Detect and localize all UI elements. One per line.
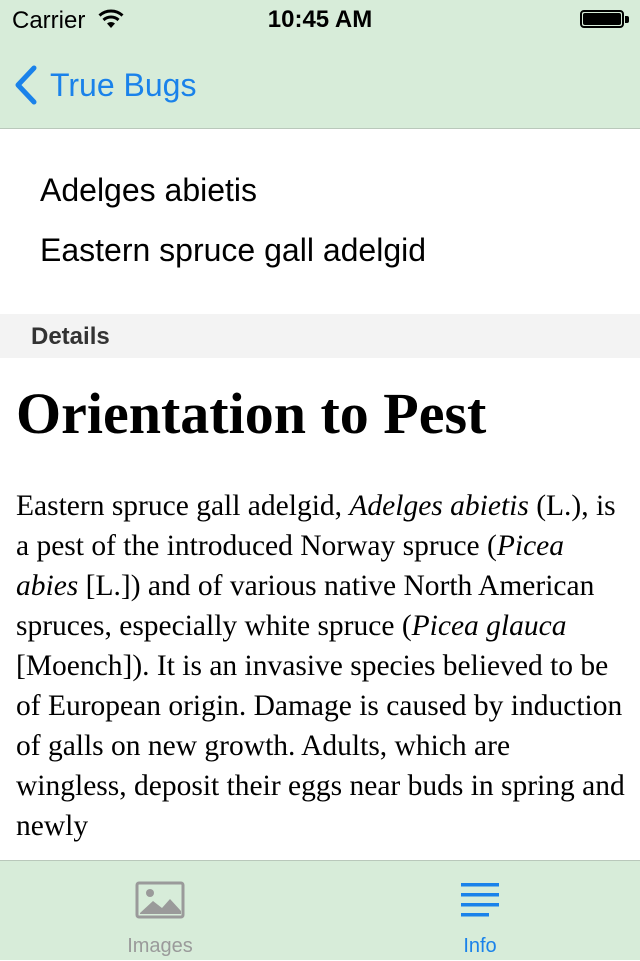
back-button[interactable] <box>14 60 196 110</box>
clock: 10:45 AM <box>267 6 373 33</box>
battery-icon <box>580 10 630 28</box>
article-text: (L.), is a pest of the introduced Norway spruce ( <box>16 490 616 562</box>
article-text: Eastern spruce gall adelgid, <box>16 490 350 522</box>
list-icon <box>461 881 499 919</box>
article-paragraph <box>16 486 626 846</box>
article-italic: Adelges abietis <box>349 490 529 522</box>
tab-info-label: Info <box>463 935 497 957</box>
species-header <box>0 129 640 314</box>
article-heading: Orientation to Pest <box>16 381 487 446</box>
article-italic: Picea glauca <box>411 610 567 642</box>
status-bar <box>0 0 640 40</box>
section-header-label: Details <box>31 323 110 350</box>
article-italic: Picea abies <box>16 530 565 602</box>
tab-images[interactable] <box>0 861 320 961</box>
chevron-left-icon <box>14 65 38 105</box>
article-text: [Moench]). It is an invasive species believed to be of European origin. Damage is caused by induction of galls on new growth. Adults, which are wingless, deposit their eggs near buds in spring and newly <box>16 650 625 842</box>
navigation-bar <box>0 0 640 129</box>
scientific-name: Adelges abietis <box>40 172 258 208</box>
common-name: Eastern spruce gall adelgid <box>40 232 427 268</box>
back-button-label: True Bugs <box>50 66 197 103</box>
tab-images-label: Images <box>127 935 193 957</box>
carrier-label: Carrier <box>12 7 86 34</box>
article-content[interactable] <box>16 370 626 860</box>
article-text: [L.]) and of various native North American spruces, especially white spruce ( <box>16 570 595 642</box>
tab-info[interactable] <box>320 861 640 961</box>
photo-icon <box>135 881 185 919</box>
tab-bar <box>0 860 640 960</box>
